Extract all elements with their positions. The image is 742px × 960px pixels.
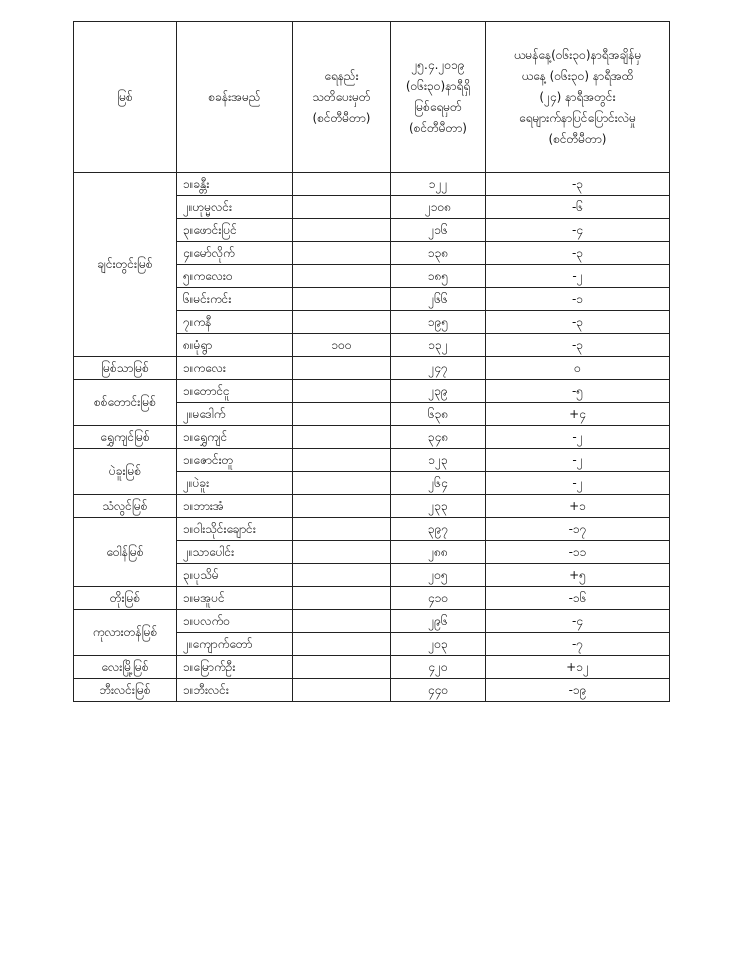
- river-cell: စစ်တောင်းမြစ်: [74, 380, 177, 426]
- change-cell: -၃: [486, 173, 670, 196]
- danger-cell: [293, 679, 391, 702]
- change-cell: +၁၂: [486, 656, 670, 679]
- station-cell: ၄။မော်လိုက်: [177, 242, 293, 265]
- danger-cell: [293, 311, 391, 334]
- change-cell: -၅: [486, 380, 670, 403]
- change-cell: -၁: [486, 288, 670, 311]
- header-danger-line: သတိပေးမှတ်: [312, 89, 371, 104]
- station-cell: ၂။ပဲခူး: [177, 472, 293, 495]
- station-cell: ၈။မုံရွာ: [177, 334, 293, 357]
- level-cell: ၂၈၈: [391, 541, 486, 564]
- level-cell: ၂၁၀၈: [391, 196, 486, 219]
- danger-cell: [293, 656, 391, 679]
- station-cell: ၂။ဟုမ္မလင်း: [177, 196, 293, 219]
- level-cell: ၂၄၇: [391, 357, 486, 380]
- station-cell: ၃။ဖောင်းပြင်: [177, 219, 293, 242]
- danger-cell: [293, 288, 391, 311]
- level-cell: ၂၃၉: [391, 380, 486, 403]
- danger-cell: [293, 518, 391, 541]
- river-cell: သံလွင်မြစ်: [74, 495, 177, 518]
- station-cell: ၁။ပလက်ဝ: [177, 610, 293, 633]
- station-cell: ၁။မအူပင်: [177, 587, 293, 610]
- header-level-line: မြစ်ရေမှတ်: [414, 100, 462, 114]
- river-cell: မြစ်သာမြစ်: [74, 357, 177, 380]
- station-cell: ၃။ပုသိမ်: [177, 564, 293, 587]
- danger-cell: [293, 196, 391, 219]
- change-cell: -၁၉: [486, 679, 670, 702]
- header-change-line: (၂၄) နာရီအတွင်း: [539, 89, 616, 104]
- river-cell: ကုလားတန်မြစ်: [74, 610, 177, 656]
- station-cell: ၅။ကလေးဝ: [177, 265, 293, 288]
- level-cell: ၂၉၆: [391, 610, 486, 633]
- danger-cell: [293, 403, 391, 426]
- table-body: [74, 173, 670, 702]
- station-cell: ၁။ရွှေကျင်: [177, 426, 293, 449]
- header-level-line: (စင်တီမီတာ): [409, 121, 467, 135]
- table-row: [74, 679, 670, 702]
- header-water-level: [391, 22, 486, 173]
- station-cell: ၁။ဝါးသိုင်းချောင်း: [177, 518, 293, 541]
- river-cell: ဘီးလင်းမြစ်: [74, 679, 177, 702]
- level-cell: ၂၀၅: [391, 564, 486, 587]
- header-24h-change: [486, 22, 670, 173]
- change-cell: +၁: [486, 495, 670, 518]
- level-cell: ၄၁၀: [391, 587, 486, 610]
- station-cell: ၂။ကျောက်တော်: [177, 633, 293, 656]
- level-cell: ၁၂၂: [391, 173, 486, 196]
- header-station-line: စခန်းအမည်: [208, 89, 261, 104]
- change-cell: +၄: [486, 403, 670, 426]
- level-cell: ၂၆၆: [391, 288, 486, 311]
- change-cell: -၂: [486, 426, 670, 449]
- danger-cell: [293, 219, 391, 242]
- danger-cell: [293, 541, 391, 564]
- header-level-line: ၂၅.၄.၂၀၁၉: [411, 58, 465, 72]
- change-cell: -၁၇: [486, 518, 670, 541]
- change-cell: -၄: [486, 610, 670, 633]
- danger-cell: [293, 587, 391, 610]
- danger-cell: [293, 357, 391, 380]
- header-danger-mark: [293, 22, 391, 173]
- level-cell: ၁၈၅: [391, 265, 486, 288]
- level-cell: ၄၄၀: [391, 679, 486, 702]
- change-cell: -၂: [486, 265, 670, 288]
- change-cell: -၃: [486, 334, 670, 357]
- change-cell: -၆: [486, 196, 670, 219]
- station-cell: ၁။ခန္တီး: [177, 173, 293, 196]
- header-level-line: (၀၆း၃၀)နာရီရှိ: [405, 79, 471, 93]
- table-row: [74, 587, 670, 610]
- river-cell: တိုးမြစ်: [74, 587, 177, 610]
- river-cell: ရွှေကျင်မြစ်: [74, 426, 177, 449]
- station-cell: ၇။ကနီ: [177, 311, 293, 334]
- station-cell: ၂။မဒေါက်: [177, 403, 293, 426]
- table-row: [74, 495, 670, 518]
- station-cell: ၂။သာပေါင်း: [177, 541, 293, 564]
- header-change-line: ယနေ့ (၀၆း၃၀) နာရီအထိ: [521, 68, 634, 83]
- level-cell: ၁၃၂: [391, 334, 486, 357]
- table-row: [74, 656, 670, 679]
- change-cell: -၃: [486, 242, 670, 265]
- level-cell: ၂၀၃: [391, 633, 486, 656]
- river-cell: ပဲခူးမြစ်: [74, 449, 177, 495]
- station-cell: ၁။ဘီးလင်း: [177, 679, 293, 702]
- change-cell: -၄: [486, 219, 670, 242]
- change-cell: -၁၁: [486, 541, 670, 564]
- header-river: [74, 22, 177, 173]
- level-cell: ၁၃၈: [391, 242, 486, 265]
- river-cell: ဝေါန်မြစ်: [74, 518, 177, 587]
- danger-cell: [293, 242, 391, 265]
- danger-cell: [293, 610, 391, 633]
- change-cell: -၃: [486, 311, 670, 334]
- danger-cell: [293, 633, 391, 656]
- station-cell: ၁။ဇောင်းတူ: [177, 449, 293, 472]
- level-cell: ၂၆၄: [391, 472, 486, 495]
- station-cell: ၁။ဘားအံ: [177, 495, 293, 518]
- station-cell: ၁။တောင်ငူ: [177, 380, 293, 403]
- level-cell: ၃၄၈: [391, 426, 486, 449]
- header-station-name: [177, 22, 293, 173]
- table-row: [74, 380, 670, 403]
- table-row: [74, 426, 670, 449]
- danger-cell: [293, 495, 391, 518]
- table-row: [74, 610, 670, 633]
- table-row: [74, 449, 670, 472]
- danger-cell: [293, 173, 391, 196]
- change-cell: -၂: [486, 472, 670, 495]
- level-cell: ၄၂၀: [391, 656, 486, 679]
- danger-cell: [293, 426, 391, 449]
- level-cell: ၆၃၈: [391, 403, 486, 426]
- table-row: [74, 518, 670, 541]
- station-cell: ၆။မင်းကင်း: [177, 288, 293, 311]
- change-cell: ၀: [486, 357, 670, 380]
- level-cell: ၂၃၃: [391, 495, 486, 518]
- river-cell: ချင်းတွင်းမြစ်: [74, 173, 177, 357]
- change-cell: +၅: [486, 564, 670, 587]
- river-water-level-table: [73, 21, 670, 702]
- header-row: [74, 22, 670, 173]
- danger-cell: [293, 472, 391, 495]
- header-change-line: (စင်တီမီတာ): [548, 131, 607, 146]
- header-danger-line: (စင်တီမီတာ): [312, 110, 371, 125]
- header-change-line: ရေများက်နာပြင်ပြောင်းလဲမှု: [519, 110, 636, 125]
- danger-cell: [293, 449, 391, 472]
- table-row: [74, 357, 670, 380]
- change-cell: -၂: [486, 449, 670, 472]
- danger-cell: ၁၀၀: [293, 334, 391, 357]
- header-change-line: ယမန်နေ့(၀၆း၃၀)နာရီအချိန်မှ: [513, 47, 642, 62]
- river-cell: လေးမြို့မြစ်: [74, 656, 177, 679]
- level-cell: ၃၉၇: [391, 518, 486, 541]
- change-cell: -၇: [486, 633, 670, 656]
- table-row: [74, 173, 670, 196]
- header-river-line: မြစ်: [117, 89, 133, 104]
- level-cell: ၁၂၃: [391, 449, 486, 472]
- header-danger-line: ရေနည်း: [324, 68, 359, 83]
- danger-cell: [293, 380, 391, 403]
- danger-cell: [293, 265, 391, 288]
- station-cell: ၁။ကလေး: [177, 357, 293, 380]
- level-cell: ၂၁၆: [391, 219, 486, 242]
- change-cell: -၁၆: [486, 587, 670, 610]
- danger-cell: [293, 564, 391, 587]
- level-cell: ၁၉၅: [391, 311, 486, 334]
- station-cell: ၁။မြောက်ဦး: [177, 656, 293, 679]
